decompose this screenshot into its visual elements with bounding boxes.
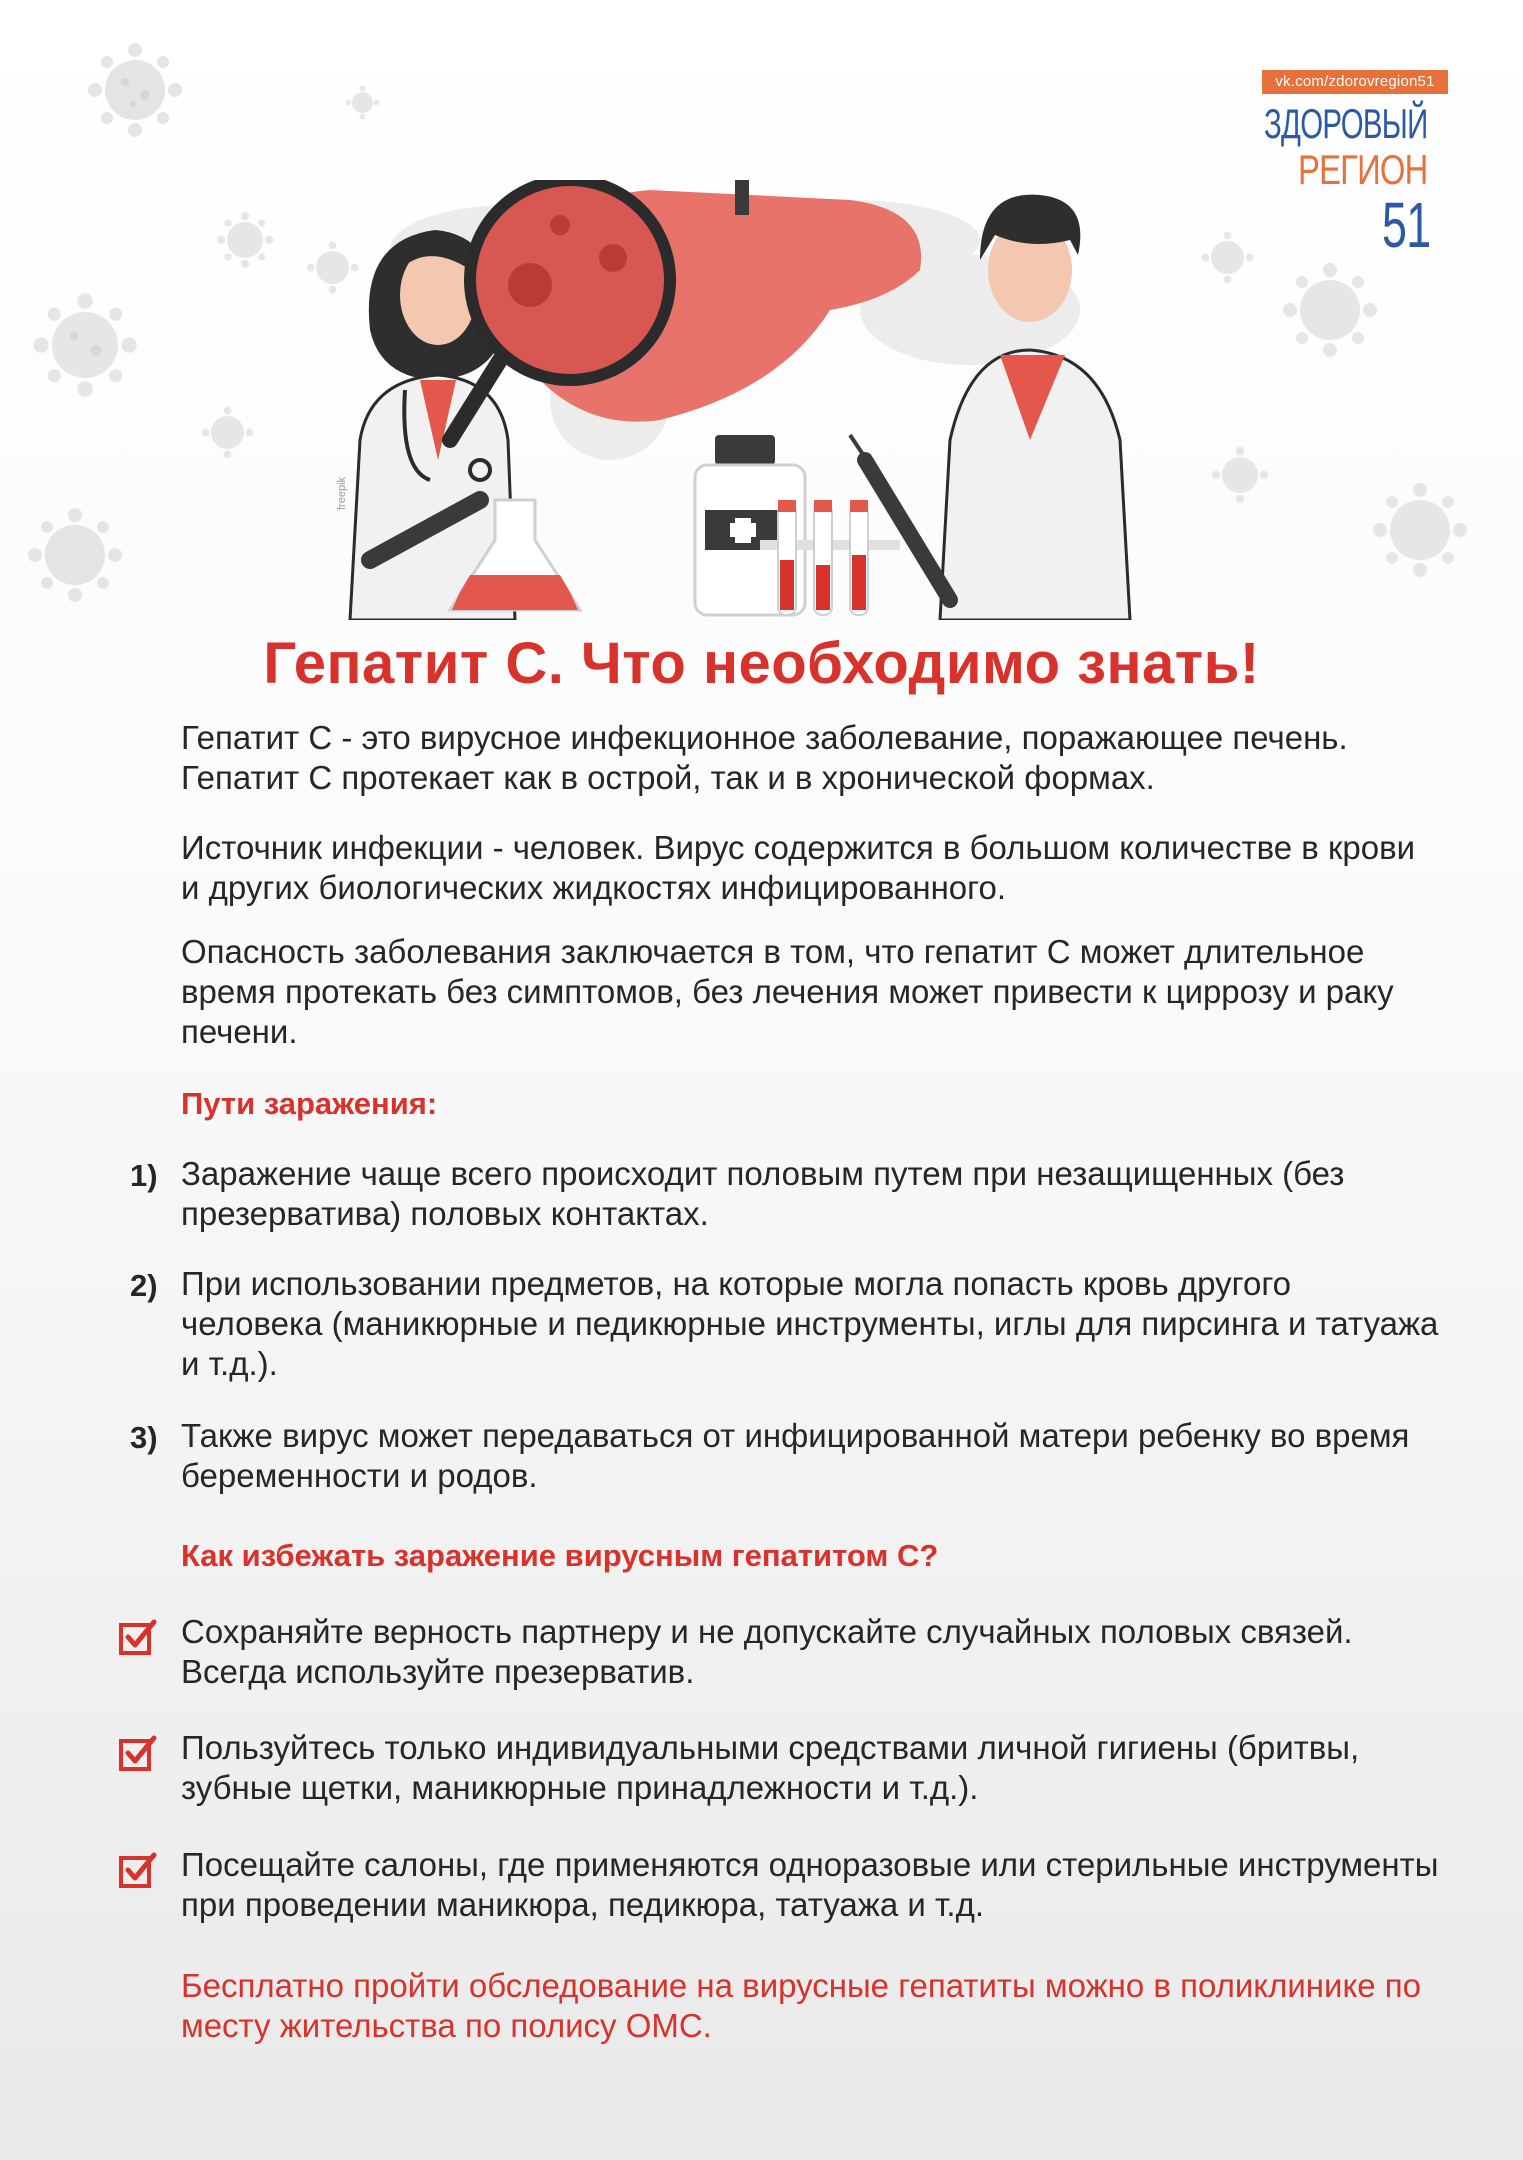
checkbox-check-icon (118, 1617, 158, 1657)
virus-decoration-icon (1210, 445, 1270, 505)
virus-decoration-icon (1280, 260, 1380, 360)
intro-paragraph: Источник инфекции - человек. Вирус содержится в большом количестве в крови и других биологических жидкостях инфицированного. (181, 829, 1416, 906)
virus-decoration-icon (30, 290, 140, 400)
virus-decoration-icon (85, 40, 185, 140)
checkbox-check-icon (118, 1733, 158, 1773)
logo-url: vk.com/zdorovregion51 (1262, 70, 1448, 94)
virus-decoration-icon (200, 405, 255, 460)
virus-decoration-icon (25, 505, 125, 605)
logo-line-1: ЗДОРОВЫЙ (1264, 100, 1428, 147)
footer-note: Бесплатно пройти обследование на вирусные гепатиты можно в поликлинике по месту жительства по полису ОМС. (181, 1967, 1421, 2044)
intro-paragraph: Гепатит С - это вирусное инфекционное заболевание, поражающее печень. Гепатит С протекает как в острой, так и в хронической формах. (181, 719, 1348, 796)
checkbox-check-icon (118, 1850, 158, 1890)
virus-decoration-icon (1370, 480, 1470, 580)
virus-decoration-icon (1200, 230, 1255, 285)
route-number: 2) (130, 1268, 158, 1303)
prevention-item-text: Сохраняйте верность партнеру и не допускайте случайных половых связей. Всегда используйте презерватив. (181, 1613, 1353, 1690)
route-item-text: При использовании предметов, на которые могла попасть кровь другого человека (маникюрные и педикюрные инструменты, иглы для пирсинга и татуажа и т.д.). (181, 1265, 1439, 1382)
prevention-item-text: Посещайте салоны, где применяются одноразовые или стерильные инструменты при проведении маникюра, педикюра, татуажа и т.д. (181, 1846, 1439, 1923)
route-number: 3) (130, 1420, 158, 1455)
test-tubes-figure (760, 500, 900, 615)
logo-line-3: 51 (1382, 189, 1431, 261)
prevention-item-text: Пользуйтесь только индивидуальными средствами личной гигиены (бритвы, зубные щетки, маникюрные принадлежности и т.д.). (181, 1729, 1360, 1806)
route-item-text: Заражение чаще всего происходит половым путем при незащищенных (без презерватива) половых контактах. (181, 1155, 1345, 1232)
route-item-text: Также вирус может передаваться от инфицированной матери ребенку во время беременности и родов. (181, 1417, 1410, 1494)
route-number: 1) (130, 1158, 158, 1193)
illustration-credit: freepik (336, 476, 348, 510)
page-title: Гепатит С. Что необходимо знать! (263, 631, 1260, 696)
logo-line-2: РЕГИОН (1298, 146, 1428, 193)
brand-logo (1262, 70, 1452, 270)
virus-decoration-icon (345, 85, 380, 120)
virus-decoration-icon (215, 210, 275, 270)
routes-heading: Пути заражения: (181, 1086, 438, 1121)
hepatitis-illustration (330, 180, 1180, 620)
intro-paragraph: Опасность заболевания заключается в том, что гепатит С может длительное время протекать без симптомов, без лечения может привести к циррозу и раку печени. (181, 933, 1394, 1050)
prevention-heading: Как избежать заражение вирусным гепатитом С? (181, 1538, 939, 1573)
